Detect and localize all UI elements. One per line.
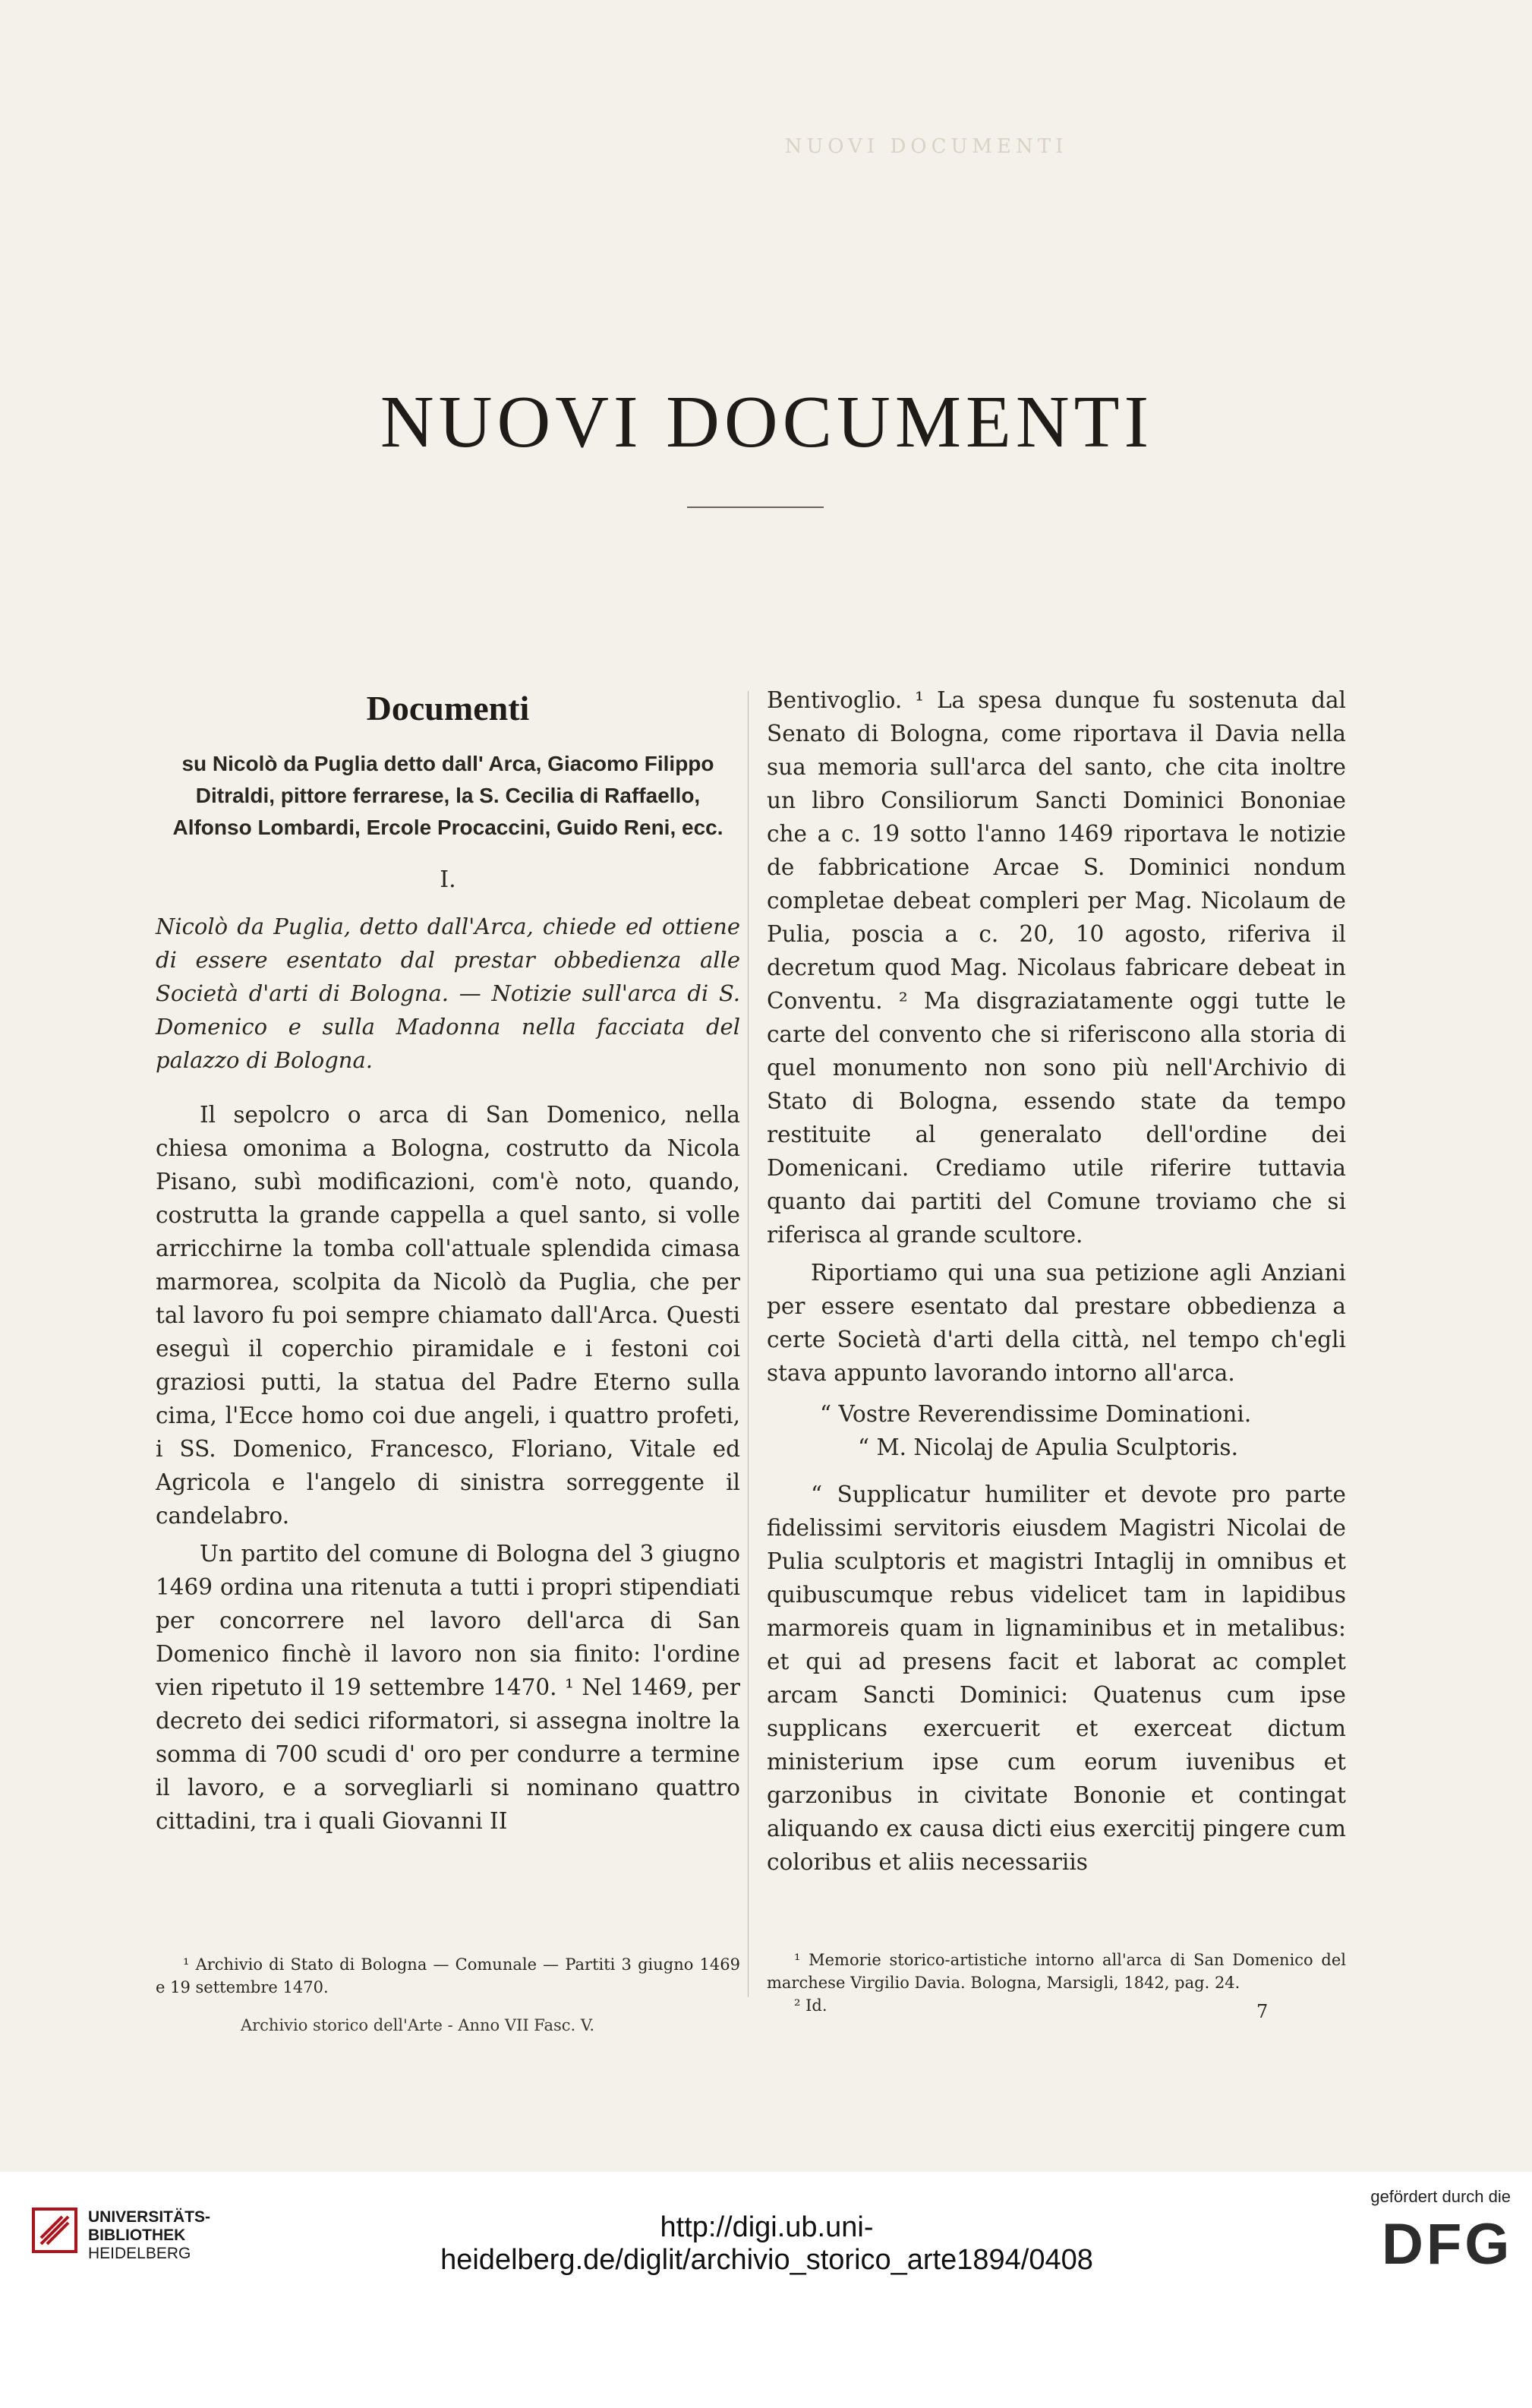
- footnote: ² Id.: [794, 1996, 827, 2015]
- body-paragraph: Bentivoglio. ¹ La spesa dunque fu sostenuta dal Senato di Bologna, come riportava il Davia nella sua memoria sull'arca del santo, che cita inoltre un libro Consiliorum Sancti Dominici Bononiae che a c. 19 sotto l'anno 1469 riportava le notizie de fabbricatione Arcae S. Dominici nondum completae debeat compleri per Mag. Nicolaum de Pulia, poscia a c. 20, 10 agosto, riferiva il decretum quod Mag. Nicolaus fabricare debeat in Conventu. ² Ma disgraziatamente oggi tutte le carte del convento che si riferiscono alla storia di quel monumento non sono più nell'Archivio di Stato di Bologna, essendo state da tempo restituite al generalato dell'ordine dei Domenicani. Crediamo utile riferire tuttavia quanto dai partiti del Comune troviamo che si riferisca al grande scultore.: [767, 687, 1346, 1248]
- section-number: I.: [440, 866, 456, 893]
- quote-line: “ Vostre Reverendissime Dominationi.: [820, 1401, 1252, 1427]
- library-name: [88, 2208, 210, 2263]
- library-logo-icon: [30, 2206, 79, 2255]
- journal-footer: Archivio storico dell'Arte - Anno VII Fasc. V.: [240, 2016, 595, 2034]
- quote-line: “ M. Nicolaj de Apulia Sculptoris.: [858, 1434, 1238, 1460]
- footnote: ¹ Memorie storico-artistiche intorno all'arca di San Domenico del marchese Virgilio Davia. Bologna, Marsigli, 1842, pag. 24.: [767, 1951, 1346, 1992]
- section-summary: Nicolò da Puglia, detto dall'Arca, chiede ed ottiene di essere esentato dal prestar obbedienza alle Società d'arti di Bologna. — Notizie sull'arca di S. Domenico e sulla Madonna nella facciata del palazzo di Bologna.: [156, 914, 740, 1073]
- latin-petition: “ Supplicatur humiliter et devote pro parte fidelissimi servitoris eiusdem Magistri Nicolai de Pulia sculptoris et magistri Intaglij in omnibus et quibuscumque rebus videlicet tam in lapidibus marmoreis quam in lignaminibus et in metalibus: et qui ad presens facit et laborat ac complet arcam Sancti Dominici: Quatenus cum ipse supplicans exercuerit et exerceat dictum ministerium ipse cum eorum iuvenibus et garzonibus in civitate Bononie et contingat aliquando ex causa dicti eius exercitij pingere cum coloribus et aliis necessariis: [767, 1482, 1346, 1875]
- page-number: 7: [1256, 2001, 1269, 2022]
- library-name-line: BIBLIOTHEK: [88, 2227, 186, 2244]
- right-column: [767, 683, 1346, 1879]
- title-rule: [687, 507, 824, 508]
- subtitle-line: Alfonso Lombardi, Ercole Procaccini, Guido Reni, ecc.: [172, 816, 723, 839]
- page-title: NUOVI DOCUMENTI: [380, 381, 1154, 463]
- subtitle-line: Ditraldi, pittore ferrarese, la S. Cecilia di Raffaello,: [195, 784, 701, 807]
- section-subtitle: [156, 748, 740, 844]
- section-title: Documenti: [366, 689, 530, 727]
- subtitle-line: su Nicolò da Puglia detto dall' Arca, Giacomo Filippo: [181, 752, 714, 775]
- viewer-bottom-bar: [0, 2172, 1532, 2408]
- footnotes-left: [156, 1953, 740, 1999]
- left-column: [156, 683, 740, 1838]
- body-paragraph: Un partito del comune di Bologna del 3 giugno 1469 ordina una ritenuta a tutti i propri stipendiati per concorrere nel lavoro dell'arca di San Domenico finchè il lavoro non sia finito: l'ordine vien ripetuto il 19 settembre 1470. ¹ Nel 1469, per decreto dei sedici riformatori, si assegna inoltre la somma di 700 scudi d' oro per condurre a termine il lavoro, e a sorvegliarli si nominano quattro cittadini, tra i quali Giovanni II: [156, 1541, 740, 1834]
- funding-note: gefördert durch die: [1370, 2187, 1511, 2206]
- footnote: ¹ Archivio di Stato di Bologna — Comunale — Partiti 3 giugno 1469 e 19 settembre 1470.: [156, 1955, 740, 1996]
- library-name-line: UNIVERSITÄTS-: [88, 2208, 211, 2226]
- body-paragraph: Riportiamo qui una sua petizione agli Anziani per essere esentato dal prestare obbedienza a certe Società d'arti della città, nel tempo ch'egli stava appunto lavorando intorno all'arca.: [767, 1260, 1346, 1386]
- permalink-url[interactable]: http://digi.ub.uni-heidelberg.de/diglit/archivio_storico_arte1894/0408: [440, 2211, 1093, 2276]
- column-divider: [748, 691, 749, 1997]
- funder-logo: DFG: [1382, 2212, 1513, 2277]
- bleed-through-header: NUOVI DOCUMENTI: [784, 135, 1068, 158]
- body-paragraph: Il sepolcro o arca di San Domenico, nella chiesa omonima a Bologna, costrutto da Nicola Pisano, subì modificazioni, com'è noto, quando, costrutta la grande cappella a quel santo, si volle arricchirne la tomba coll'attuale splendida cimasa marmorea, scolpita da Nicolò da Puglia, che per tal lavoro fu poi sempre chiamato dall'Arca. Questi eseguì il coperchio piramidale e i festoni coi graziosi putti, la statua del Padre Eterno sulla cima, l'Ecce homo coi due angeli, i quattro profeti, i SS. Domenico, Francesco, Floriano, Vitale ed Agricola e l'angelo di sinistra sorreggente il candelabro.: [156, 1102, 740, 1529]
- library-name-line: HEIDELBERG: [88, 2245, 191, 2262]
